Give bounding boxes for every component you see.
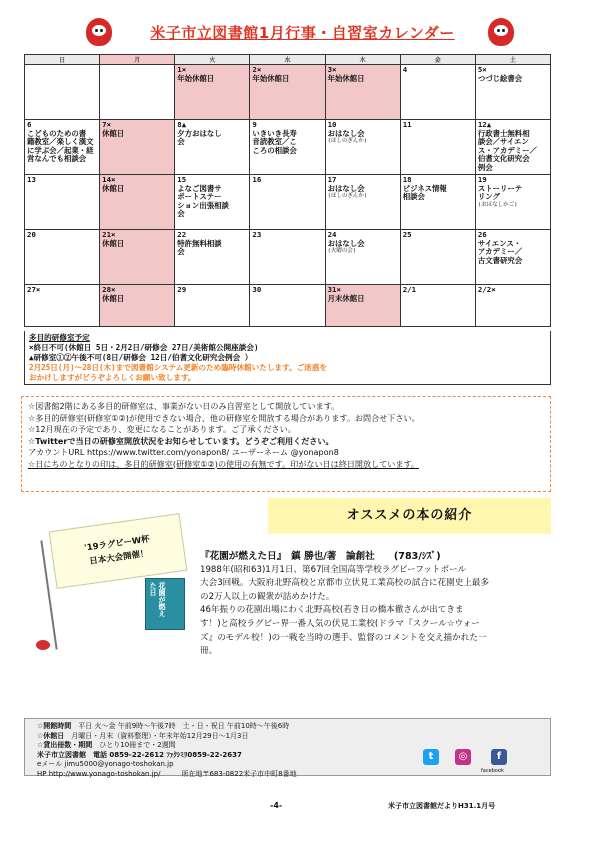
calendar-day-cell [175, 65, 250, 120]
event-text: よなご図書サ [177, 183, 222, 193]
day-number: 1× [177, 65, 187, 74]
calendar-day-cell [400, 230, 475, 285]
calendar-day-cell [25, 175, 100, 230]
event-text: 夕方おはなし [177, 128, 222, 138]
calendar-day-cell [250, 285, 325, 327]
day-number: 11 [402, 120, 412, 129]
notes-heading: 多目的研修室予定 [29, 333, 90, 342]
library-info-box [24, 718, 551, 776]
rugby-ball-icon [36, 640, 50, 650]
event-text: 談会／サイエン [477, 137, 529, 147]
day-number: 7× [102, 120, 112, 129]
event-text: 休館日 [102, 128, 125, 138]
email-link[interactable]: eメール jimu5000@yonago-toshokan.jp [37, 760, 174, 769]
book-description: 大会3回戦。大阪府北野高校と京都市立伏見工業高校の試合に花園史上最多 [200, 578, 490, 589]
event-text: こどものための書 [27, 128, 87, 138]
day-number: 30 [252, 285, 262, 294]
book-cover-title: 花園が燃えた日 [149, 582, 166, 617]
event-subtitle: (火曜の会) [327, 248, 357, 255]
event-text: リング [477, 192, 500, 202]
event-text: 古文書研究会 [477, 255, 523, 265]
day-number: 23 [252, 230, 262, 239]
day-number: 17 [327, 175, 337, 184]
header [0, 18, 600, 52]
day-number: 15 [177, 175, 187, 184]
calendar-week-row [25, 230, 551, 285]
calendar-day-cell [25, 65, 100, 120]
calendar-day-cell [100, 65, 175, 120]
notice-line: ☆図書館2階にある多目的研修室は、事業がない日のみ自習室として開放しています。 [28, 401, 340, 411]
event-text: 休館日 [102, 183, 125, 193]
day-number: 29 [177, 285, 187, 294]
calendar-day-cell [175, 120, 250, 175]
day-number: 16 [252, 175, 262, 184]
calendar-day-cell [250, 175, 325, 230]
event-subtitle: (おはなしかご) [477, 201, 518, 208]
calendar-day-cell [475, 175, 550, 230]
book-title: 『花園が燃えた日』 鎮 勝也/著 論創社 (783/ｼｽﾞ) [200, 551, 441, 562]
event-text: 会 [177, 247, 185, 257]
daruma-icon [488, 18, 514, 46]
page-number: -4- [270, 801, 283, 810]
calendar-week-row [25, 285, 551, 327]
flag-text: 日本大会開催！ [88, 548, 150, 568]
event-text: 休館日 [102, 293, 125, 303]
twitter-icon[interactable]: t [423, 749, 439, 765]
facebook-label: facebook [481, 768, 504, 774]
calendar-day-cell [475, 230, 550, 285]
day-number: 27× [27, 285, 41, 294]
event-text: サイエンス・ [477, 238, 522, 248]
address: 所在地〒683-0822米子市中町8番地 [181, 769, 297, 778]
calendar-day-cell [325, 230, 400, 285]
event-text: おはなし会 [327, 128, 365, 138]
day-number: 25 [402, 230, 412, 239]
event-subtitle: (ほしのぎんか) [327, 138, 368, 145]
notice-line: ☆12月現在の予定であり、変更になることがあります。ご了承ください。 [28, 424, 296, 434]
calendar-day-cell [100, 230, 175, 285]
weekday-header-row [25, 55, 551, 65]
calendar-day-cell [250, 230, 325, 285]
day-number: 22 [177, 230, 187, 239]
book-description: の2万人以上の観衆が詰めかけた。 [200, 591, 335, 602]
closed-value: 月曜日・月末（資料整理）・年末年始12月29日～1月3日 [71, 731, 249, 740]
event-text: 年始休館日 [327, 73, 365, 83]
homepage-link[interactable]: HP http://www.yonago-toshokan.jp/ [37, 769, 161, 778]
calendar-day-cell [175, 285, 250, 327]
calendar-day-cell [400, 175, 475, 230]
event-text: 音読教室／こ [252, 137, 297, 147]
hours-label: ☆開館時間 [37, 722, 72, 730]
event-text: つづじ絵書会 [477, 73, 523, 83]
closure-notice: 2月25日(月)～28日(木)まで図書館システム更新のため臨時休館いたします。ご迷惑を [29, 363, 327, 372]
calendar-day-cell [100, 285, 175, 327]
book-review [200, 550, 580, 659]
book-description: す！)と高校ラグビー界一番人気の伏見工業校(ドラマ『スクール☆ウォー [200, 618, 480, 629]
instagram-icon[interactable]: ◎ [455, 749, 471, 765]
notes-line: ▲研修室①②午後不可(8日/研修会 12日/伯耆文化研究会例会 ） [29, 353, 253, 362]
event-text: 会 [177, 137, 185, 147]
book-description: 冊。 [200, 646, 218, 657]
calendar-week-row [25, 175, 551, 230]
day-number: 3× [327, 65, 337, 74]
calendar-day-cell [325, 285, 400, 327]
calendar-day-cell [475, 65, 550, 120]
flag-text: '19ラグビーW杯 [83, 534, 151, 554]
event-text: 特許無料相談 [177, 238, 222, 248]
calendar-day-cell [475, 120, 550, 175]
day-number: 2/2× [477, 285, 496, 294]
calendar-day-cell [175, 175, 250, 230]
day-number: 4 [402, 65, 408, 74]
calendar-day-cell [325, 120, 400, 175]
day-number: 14× [102, 175, 116, 184]
weekday-sat: 土 [475, 55, 550, 65]
day-number: 18 [402, 175, 412, 184]
event-text: に学ぶ会／起業・経 [27, 145, 94, 155]
study-room-notice-box [21, 396, 551, 492]
event-text: 例会 [477, 162, 493, 172]
calendar-day-cell [475, 285, 550, 327]
event-text: 月末休館日 [327, 293, 365, 303]
day-number: 26 [477, 230, 487, 239]
day-number: 21× [102, 230, 116, 239]
contact-line: 米子市立図書館 電話 0859-22-2612 ﾌｧｸｼﾐﾘ0859-22-2637 [37, 750, 242, 759]
event-text: 相談会 [402, 192, 425, 202]
event-text: 会 [177, 209, 185, 219]
event-text: 休館日 [102, 238, 125, 248]
calendar-day-cell [400, 285, 475, 327]
day-number: 19 [477, 175, 487, 184]
calendar-week-row [25, 65, 551, 120]
newsletter-name: 米子市立図書館だよりH31.1月号 [388, 802, 496, 810]
closure-notice: おかけしますがどうぞよろしくお願い致します。 [29, 373, 196, 382]
calendar-day-cell [325, 175, 400, 230]
notes-line: ×終日不可(休館日 5日・2月2日/研修会 27日/美術館公開座談会) [29, 343, 259, 352]
weekday-sun: 日 [25, 55, 100, 65]
day-number: 12▲ [477, 120, 492, 129]
event-text: 年始休館日 [177, 73, 215, 83]
weekday-mon: 月 [100, 55, 175, 65]
event-text: おはなし会 [327, 238, 365, 248]
event-subtitle: (ほしのぎんか) [327, 193, 368, 200]
recommend-heading: オススメの本の紹介 [268, 498, 551, 534]
event-text: 営なんでも相談会 [27, 154, 87, 164]
notice-line: ☆多目的研修室(研修室①②)が使用できない場合、他の研修室を開放する場合があります。お問合せ下さい。 [28, 412, 420, 423]
event-text: アカデミー／ [477, 247, 523, 257]
event-text: ころの相談会 [252, 145, 297, 155]
event-text: ポートステー [177, 192, 222, 202]
weekday-thu: 木 [325, 55, 400, 65]
facebook-icon[interactable]: f [491, 749, 507, 765]
closed-label: ☆休館日 [37, 731, 65, 740]
calendar-day-cell [100, 120, 175, 175]
calendar-week-row [25, 120, 551, 175]
event-text: いきいき長寿 [252, 128, 297, 138]
day-number: 6 [27, 120, 32, 129]
calendar-day-cell [250, 65, 325, 120]
day-number: 20 [27, 230, 36, 239]
day-number: 31× [327, 285, 341, 294]
event-text: ション出張相談 [177, 200, 229, 210]
notice-line: ☆Twitterで当日の研修室開放状況をお知らせしています。どうぞご利用ください。 [28, 435, 334, 446]
calendar-day-cell [25, 230, 100, 285]
day-number: 28× [102, 285, 116, 294]
calendar-day-cell [400, 65, 475, 120]
day-number: 2× [252, 65, 262, 74]
calendar-day-cell [25, 120, 100, 175]
hours-value: 平日 火～金 午前9時～午後7時 土・日・祝日 午前10時～午後6時 [78, 722, 290, 730]
day-number: 10 [327, 120, 337, 129]
event-text: 籍教室／楽しく漢文 [27, 137, 94, 147]
calendar-day-cell [100, 175, 175, 230]
day-number: 5× [477, 65, 487, 74]
day-number: 8▲ [177, 120, 187, 129]
weekday-wed: 水 [250, 55, 325, 65]
day-number: 9 [252, 120, 257, 129]
day-number: 13 [27, 175, 36, 184]
event-text: 年始休館日 [252, 73, 290, 83]
event-text: おはなし会 [327, 183, 365, 193]
day-number: 24 [327, 230, 337, 239]
page-title: 米子市立図書館1月行事・自習室カレンダー [150, 24, 455, 42]
calendar-table [24, 54, 551, 327]
loan-value: ひとり10冊まで・2週間 [99, 741, 176, 750]
notice-line: ☆日にちのとなりの印は、多目的研修室(研修室①②)の使用の有無です。印がない日は終日開放しています。 [28, 458, 420, 469]
calendar-day-cell [250, 120, 325, 175]
day-number: 2/1 [402, 285, 417, 294]
book-description: ズ』のモデル校！)の一戦を当時の選手、監督のコメントを交え描かれた一 [200, 632, 487, 643]
weekday-tue: 火 [175, 55, 250, 65]
daruma-icon [86, 18, 112, 46]
calendar-day-cell [175, 230, 250, 285]
calendar-day-cell [400, 120, 475, 175]
book-cover [145, 578, 185, 630]
book-description: 46年振りの花園出場にわく北野高校(若き日の橋本徹さんが出てきま [200, 605, 464, 616]
calendar-day-cell [25, 285, 100, 327]
event-text: ストーリーテ [477, 183, 523, 193]
event-text: ス・アカデミー／ [477, 145, 537, 155]
weekday-fri: 金 [400, 55, 475, 65]
event-text: 伯耆文化研究会 [477, 154, 530, 164]
event-text: 行政書士無料相 [477, 128, 530, 138]
book-description: 1988年(昭和63)1月1日、第67回全国高等学校ラグビーフットボール [200, 564, 467, 575]
event-text: ビジネス情報 [402, 183, 447, 193]
twitter-account[interactable]: アカウントURL https://www.twitter.com/yonapon8/ ユーザーネーム @yonapon8 [28, 447, 339, 457]
calendar-day-cell [325, 65, 400, 120]
loan-label: ☆貸出冊数・期間 [37, 741, 93, 750]
study-room-schedule-notes [24, 331, 551, 385]
